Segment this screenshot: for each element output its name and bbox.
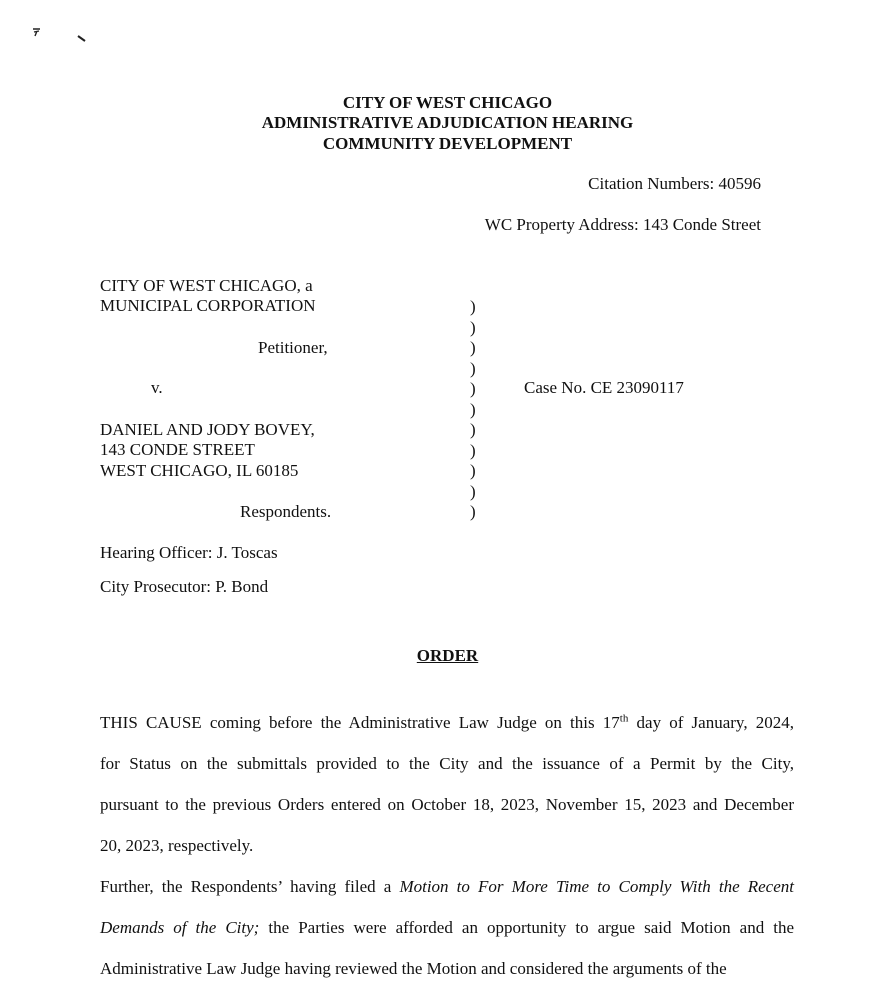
- order-title: ORDER: [416, 646, 479, 665]
- scan-mark: [77, 28, 87, 36]
- versus: v.: [151, 378, 163, 397]
- body-line: 20, 2023, respectively.: [100, 836, 254, 855]
- body-line: Administrative Law Judge having reviewed the Motion and considered the arguments of the: [100, 959, 727, 978]
- body-line: pursuant to the previous Orders entered on October 18, 2023, November 15, 2023 and December: [100, 795, 794, 814]
- respondent-name: DANIEL AND JODY BOVEY,: [100, 420, 315, 439]
- caption-paren: ): [470, 338, 476, 357]
- header-title: CITY OF WEST CHICAGO: [342, 93, 553, 112]
- case-number: Case No. CE 23090117: [524, 378, 684, 397]
- body-line: Demands of the City; the Parties were afforded an opportunity to argue said Motion and the: [100, 918, 795, 937]
- caption-paren: ): [470, 502, 476, 521]
- caption-paren: ): [470, 297, 476, 316]
- body-line: THIS CAUSE coming before the Administrative Law Judge on this 17th day of January, 2024,: [100, 712, 794, 732]
- hearing-officer: Hearing Officer: J. Toscas: [100, 543, 278, 562]
- header-subtitle: ADMINISTRATIVE ADJUDICATION HEARING: [261, 113, 634, 132]
- caption-paren: ): [470, 400, 476, 419]
- petitioner-name: CITY OF WEST CHICAGO, a: [100, 276, 313, 295]
- body-line: for Status on the submittals provided to the City and the issuance of a Permit by the City,: [100, 754, 794, 773]
- petitioner-name: MUNICIPAL CORPORATION: [100, 296, 316, 315]
- scan-mark: [32, 22, 42, 31]
- header-department: COMMUNITY DEVELOPMENT: [322, 134, 573, 153]
- petitioner-role: Petitioner,: [258, 338, 328, 357]
- caption-paren: ): [470, 379, 476, 398]
- caption-paren: ): [470, 318, 476, 337]
- caption-paren: ): [470, 482, 476, 501]
- respondent-address: WEST CHICAGO, IL 60185: [100, 461, 299, 480]
- body-line: Further, the Respondents’ having filed a Motion to For More Time to Comply With the Recent: [100, 877, 795, 896]
- caption-paren: ): [470, 420, 476, 439]
- property-address: WC Property Address: 143 Conde Street: [484, 215, 761, 234]
- respondent-address: 143 CONDE STREET: [100, 440, 255, 459]
- respondent-role: Respondents.: [240, 502, 332, 521]
- city-prosecutor: City Prosecutor: P. Bond: [100, 577, 269, 596]
- caption-paren: ): [470, 441, 476, 460]
- citation-numbers: Citation Numbers: 40596: [588, 174, 761, 193]
- caption-paren: ): [470, 359, 476, 378]
- caption-paren: ): [470, 461, 476, 480]
